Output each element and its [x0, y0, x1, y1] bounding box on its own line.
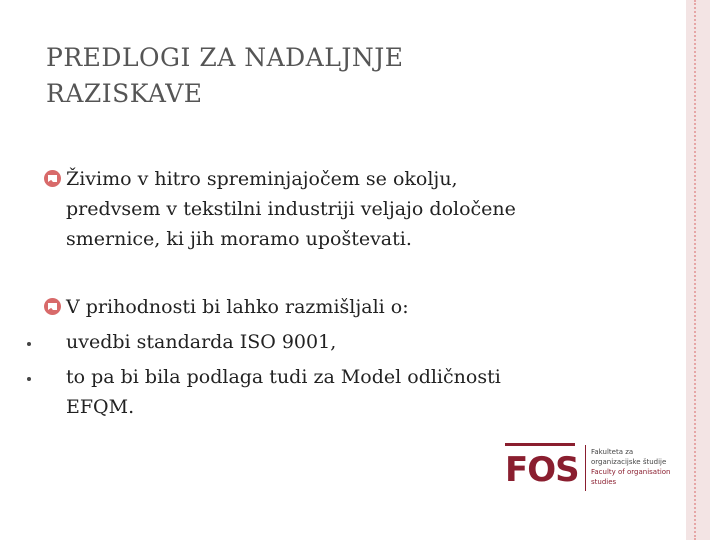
sub-bullet-2: [66, 362, 606, 422]
sub-bullet-dot: [27, 377, 31, 381]
bullet-1-line-3: smernice, ki jih moramo upoštevati.: [66, 228, 412, 250]
sub-bullet-dot: [27, 342, 31, 346]
bullet-2-line-1: V prihodnosti bi lahko razmišljali o:: [66, 296, 409, 318]
title-line-1: PREDLOGI ZA NADALJNJE: [46, 43, 404, 72]
bullet-arrow-icon: [44, 170, 61, 187]
logo-line-1: Fakulteta za: [591, 448, 634, 456]
bullet-1: [66, 164, 606, 254]
sub-bullet-2-line-1: to pa bi bila podlaga tudi za Model odličnosti: [66, 366, 501, 388]
logo-text: [591, 447, 691, 487]
slide-title: [46, 40, 606, 112]
logo-line-2: organizacijske študije: [591, 458, 667, 466]
side-decor-dashed-line: [694, 0, 696, 540]
bullet-1-line-1: Živimo v hitro spreminjajočem se okolju,: [66, 168, 458, 190]
logo-separator: [585, 445, 586, 491]
logo-mark: FOS: [505, 450, 579, 490]
title-line-2: RAZISKAVE: [46, 79, 203, 108]
bullet-1-line-2: predvsem v tekstilni industriji veljajo določene: [66, 198, 516, 220]
fos-logo: [505, 443, 685, 493]
logo-line-3: Faculty of organisation studies: [591, 468, 671, 486]
bullet-2: [66, 292, 606, 322]
sub-bullet-2-line-2: EFQM.: [66, 396, 135, 418]
bullet-arrow-icon: [44, 298, 61, 315]
logo-top-rule: [505, 443, 575, 446]
sub-bullet-1: [66, 327, 606, 357]
sub-bullet-1-line-1: uvedbi standarda ISO 9001,: [66, 331, 337, 353]
